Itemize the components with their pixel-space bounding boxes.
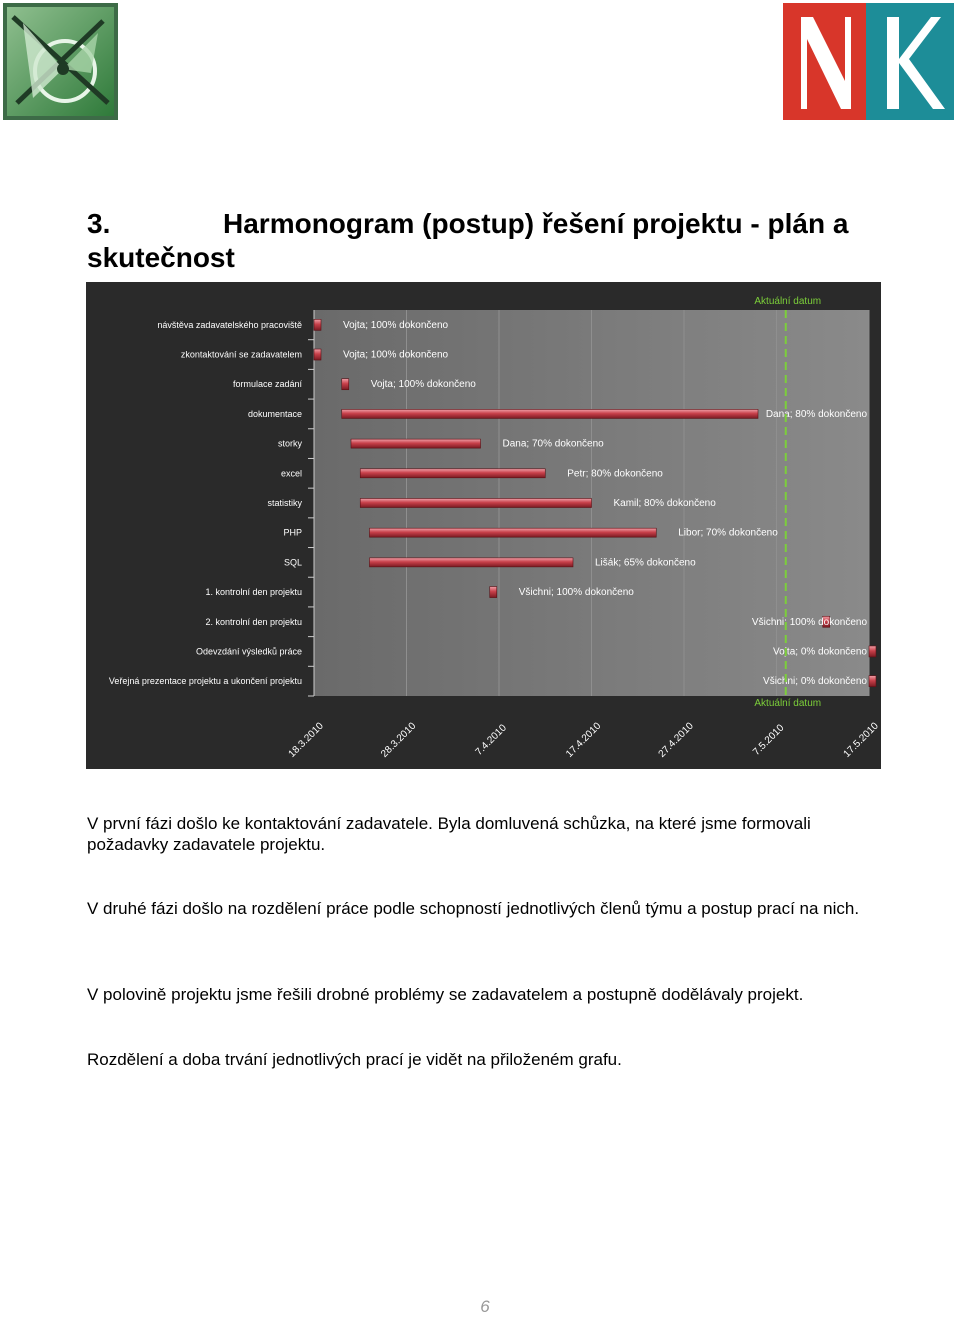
x-axis-ticks (287, 720, 881, 760)
bar-label: Všichni; 100% dokončeno (518, 587, 634, 599)
task-bar (370, 528, 657, 537)
x-tick-label: 17.4.2010 (564, 720, 604, 760)
bar-label: Dana; 70% dokončeno (502, 438, 604, 450)
task-bar (314, 319, 321, 330)
task-label: PHP (283, 527, 302, 538)
section-heading (87, 207, 887, 275)
task-bar (351, 439, 481, 448)
task-label: dokumentace (247, 408, 302, 419)
section-title: Harmonogram (postup) řešení projektu - plán a skutečnost (87, 208, 849, 273)
bar-label: Vojta; 0% dokončeno (773, 646, 867, 658)
nk-logo-icon (783, 3, 954, 120)
x-tick-label: 7.5.2010 (751, 722, 787, 758)
task-bar (342, 409, 758, 418)
paragraph-4: Rozdělení a doba trvání jednotlivých prací je vidět na přiloženém grafu. (87, 1050, 622, 1069)
task-label: storky (277, 438, 302, 449)
page-number: 6 (480, 1297, 490, 1316)
task-label: Odevzdání výsledků práce (195, 646, 302, 657)
task-label: SQL (283, 557, 302, 568)
task-label: 2. kontrolní den projektu (205, 616, 302, 627)
x-tick-label: 18.3.2010 (286, 720, 326, 760)
bar-label: Lišák; 65% dokončeno (595, 557, 696, 569)
bar-label: Kamil; 80% dokončeno (613, 498, 716, 509)
bar-label: Vojta; 100% dokončeno (370, 379, 476, 391)
task-label: 1. kontrolní den projektu (205, 587, 302, 598)
task-bar (314, 349, 321, 360)
x-tick-label: 27.4.2010 (656, 720, 696, 760)
bar-label: Vojta; 100% dokončeno (343, 349, 449, 361)
task-bar (360, 469, 545, 478)
paragraph-2: V druhé fázi došlo na rozdělení práce podle schopností jednotlivých členů týmu a postup prací na nich. (87, 899, 860, 918)
section-number: 3. (87, 208, 111, 239)
task-bar (342, 379, 349, 390)
task-label: Veřejná prezentace projektu a ukončení projektu (108, 676, 302, 687)
x-tick-label: 17.5.2010 (841, 720, 881, 760)
task-bar (370, 558, 574, 567)
task-label: excel (280, 468, 302, 479)
bar-label: Všichni; 100% dokončeno (751, 616, 867, 628)
paragraph-1: V první fázi došlo ke kontaktování zadavatele. Byla domluvená schůzka, na které jsme formovali požadavky zadavatele projektu. (87, 814, 811, 854)
compass-emblem-icon (3, 3, 118, 120)
x-tick-label: 7.4.2010 (473, 722, 509, 758)
task-labels (109, 320, 314, 696)
task-label: formulace zadání (232, 379, 302, 390)
bar-label: Libor; 70% dokončeno (678, 527, 778, 539)
task-bar (360, 499, 591, 508)
bar-label: Všichni; 0% dokončeno (763, 676, 867, 688)
bar-label: Petr; 80% dokončeno (567, 468, 663, 480)
faculty-logo (3, 3, 118, 120)
paragraph-3: V polovině projektu jsme řešili drobné problémy se zadavatelem a postupně dodělávaly projekt. (87, 985, 804, 1004)
nk-logo (783, 3, 954, 120)
task-label: návštěva zadavatelského pracoviště (157, 319, 302, 330)
x-tick-label: 28.3.2010 (379, 720, 419, 760)
task-label: zkontaktování se zadavatelem (180, 349, 302, 360)
current-date-label-bottom: Aktuální datum (754, 698, 822, 709)
gantt-chart (86, 282, 881, 769)
task-bar (869, 646, 876, 657)
gantt-chart-svg (86, 282, 881, 769)
bar-label: Vojta; 100% dokončeno (343, 319, 449, 331)
task-bar (869, 676, 876, 687)
bar-label: Dana; 80% dokončeno (765, 408, 867, 420)
current-date-label-top: Aktuální datum (754, 296, 822, 307)
task-label: statistiky (267, 498, 302, 508)
task-bar (490, 587, 497, 598)
